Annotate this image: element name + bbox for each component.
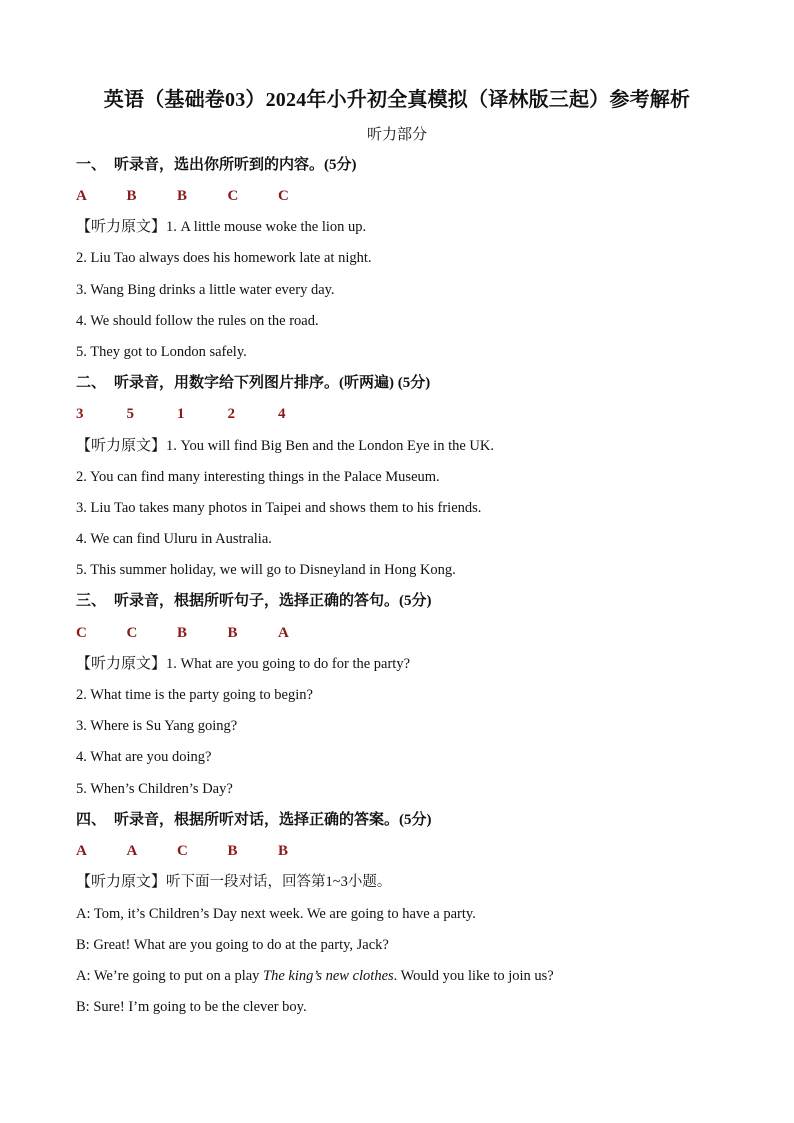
transcript-line: B: Sure! I’m going to be the clever boy. — [76, 999, 307, 1015]
answer: C — [177, 843, 188, 859]
section-3-heading — [76, 591, 432, 611]
transcript-line — [76, 654, 410, 674]
section-1-heading — [76, 155, 357, 175]
transcript-line: 3. Liu Tao takes many photos in Taipei and shows them to his friends. — [76, 500, 482, 516]
transcript-text: 1. A little mouse woke the lion up. — [166, 219, 367, 235]
answer: A — [278, 625, 289, 641]
answer: B — [126, 188, 137, 204]
section-1-number: 一、 — [76, 157, 107, 173]
section-3-answers — [76, 623, 329, 643]
answer: B — [278, 843, 289, 859]
section-3-heading-text: 听录音，根据所听句子，选择正确的答句。(5分) — [114, 593, 432, 609]
transcript-tag: 【听力原文】 — [76, 219, 167, 235]
transcript-text: 1. You will find Big Ben and the London Eye in the UK. — [166, 438, 494, 454]
answer: C — [76, 625, 87, 641]
section-4-number: 四、 — [76, 812, 107, 828]
transcript-line: 5. They got to London safely. — [76, 344, 247, 360]
section-2-answers — [76, 404, 329, 424]
transcript-text: 1. What are you going to do for the party? — [166, 656, 411, 672]
transcript-line: 2. What time is the party going to begin? — [76, 687, 313, 703]
transcript-line: 4. What are you doing? — [76, 749, 212, 765]
answer: A — [126, 843, 138, 859]
answer: B — [227, 625, 238, 641]
answer: 4 — [278, 406, 286, 422]
section-4-heading — [76, 810, 432, 830]
section-3-number: 三、 — [76, 593, 107, 609]
section-4-answers — [76, 841, 329, 861]
transcript-line: 5. When’s Children’s Day? — [76, 781, 233, 797]
section-2-heading-text: 听录音，用数字给下列图片排序。(听两遍) (5分) — [114, 375, 431, 391]
transcript-line — [76, 966, 554, 986]
section-2-heading — [76, 373, 430, 393]
section-1-heading-text: 听录音，选出你所听到的内容。(5分) — [114, 157, 357, 173]
transcript-line: 2. You can find many interesting things in the Palace Museum. — [76, 469, 440, 485]
play-title: The king’s new clothes — [263, 968, 394, 984]
answer: C — [126, 625, 138, 641]
answer: 5 — [126, 406, 134, 422]
section-1-answers — [76, 186, 329, 206]
transcript-line: 4. We can find Uluru in Australia. — [76, 531, 272, 547]
transcript-line — [76, 217, 366, 237]
page-subtitle: 听力部分 — [366, 127, 427, 143]
answer: A — [76, 843, 87, 859]
section-2-number: 二、 — [76, 375, 107, 391]
answer: A — [76, 188, 87, 204]
answer: 1 — [177, 406, 185, 422]
answer: 2 — [227, 406, 235, 422]
answer: 3 — [76, 406, 84, 422]
answer: B — [177, 625, 188, 641]
answer: B — [227, 843, 238, 859]
transcript-tag: 【听力原文】 — [76, 438, 167, 454]
answer: B — [177, 188, 188, 204]
transcript-line: A: Tom, it’s Children’s Day next week. We are going to have a party. — [76, 906, 476, 922]
transcript-line: 3. Where is Su Yang going? — [76, 718, 238, 734]
transcript-tag: 【听力原文】 — [76, 656, 167, 672]
transcript-line: 2. Liu Tao always does his homework late at night. — [76, 250, 372, 266]
transcript-text: 听下面一段对话，回答第1~3小题。 — [166, 874, 392, 890]
section-4-heading-text: 听录音，根据所听对话，选择正确的答案。(5分) — [114, 812, 432, 828]
answer: C — [278, 188, 289, 204]
answer: C — [227, 188, 239, 204]
transcript-text: A: We’re going to put on a play — [76, 968, 264, 984]
transcript-line — [76, 872, 391, 892]
transcript-line: 5. This summer holiday, we will go to Disneyland in Hong Kong. — [76, 562, 456, 578]
transcript-line: 4. We should follow the rules on the road. — [76, 313, 319, 329]
page-title: 英语（基础卷03）2024年小升初全真模拟（译林版三起）参考解析 — [103, 89, 691, 111]
transcript-line: B: Great! What are you going to do at the party, Jack? — [76, 937, 389, 953]
transcript-tag: 【听力原文】 — [76, 874, 167, 890]
transcript-line: 3. Wang Bing drinks a little water every day. — [76, 282, 335, 298]
transcript-line — [76, 436, 494, 456]
transcript-text: . Would you like to join us? — [393, 968, 554, 984]
